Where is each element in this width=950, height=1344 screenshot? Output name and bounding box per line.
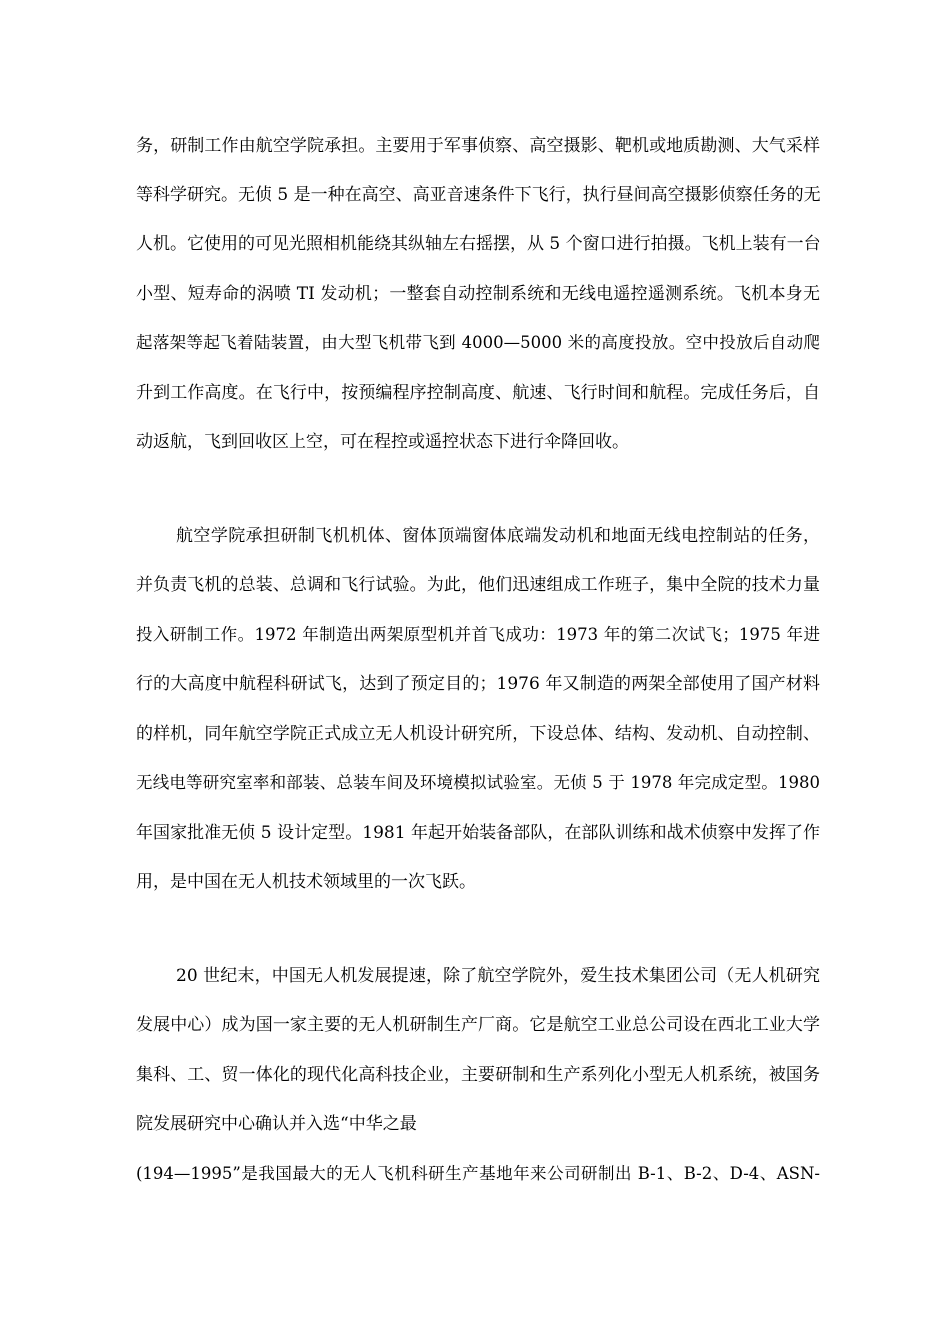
text-line: 航空学院承担研制飞机机体、窗体顶端窗体底端发动机和地面无线电控制站的任务， [176, 526, 820, 546]
text-line: 的样机，同年航空学院正式成立无人机设计研究所，下设总体、结构、发动机、自动控制、 [136, 724, 820, 744]
text-line: 务，研制工作由航空学院承担。主要用于军事侦察、高空摄影、靶机或地质勘测、大气采样 [136, 136, 820, 156]
text-line: 用，是中国在无人机技术领域里的一次飞跃。 [136, 872, 476, 892]
text-line: 集科、工、贸一体化的现代化高科技企业，主要研制和生产系列化小型无人机系统，被国务 [136, 1065, 820, 1085]
text-line: (194—1995”是我国最大的无人飞机科研生产基地年来公司研制出 B-1、B-2、D-4、ASN- [136, 1164, 820, 1183]
text-line: 院发展研究中心确认并入选“中华之最 [136, 1114, 417, 1134]
text-line: 发展中心）成为国一家主要的无人机研制生产厂商。它是航空工业总公司设在西北工业大学 [136, 1015, 820, 1035]
text-line: 升到工作高度。在飞行中，按预编程序控制高度、航速、飞行时间和航程。完成任务后，自 [136, 383, 820, 403]
text-line: 人机。它使用的可见光照相机能绕其纵轴左右摇摆，从 5 个窗口进行拍摄。飞机上装有一台 [136, 234, 821, 254]
text-line: 小型、短寿命的涡喷 TI 发动机；一整套自动控制系统和无线电遥控遥测系统。飞机本身无 [136, 284, 820, 304]
text-line: 年国家批准无侦 5 设计定型。1981 年起开始装备部队，在部队训练和战术侦察中发挥了作 [136, 823, 820, 843]
text-line: 投入研制工作。1972 年制造出两架原型机并首飞成功：1973 年的第二次试飞；1975 年进 [136, 625, 820, 644]
text-line: 无线电等研究室率和部装、总装车间及环境模拟试验室。无侦 5 于 1978 年完成定型。1980 [136, 773, 820, 792]
text-line: 20 世纪末，中国无人机发展提速，除了航空学院外，爱生技术集团公司（无人机研究 [176, 966, 820, 986]
text-line: 并负责飞机的总装、总调和飞行试验。为此，他们迅速组成工作班子，集中全院的技术力量 [136, 575, 820, 595]
text-line: 起落架等起飞着陆装置，由大型飞机带飞到 4000—5000 米的高度投放。空中投放后自动爬 [136, 333, 820, 352]
text-line: 动返航，飞到回收区上空，可在程控或遥控状态下进行伞降回收。 [136, 432, 629, 452]
text-line: 等科学研究。无侦 5 是一种在高空、高亚音速条件下飞行，执行昼间高空摄影侦察任务的无 [136, 185, 821, 205]
text-line: 行的大高度中航程科研试飞，达到了预定目的；1976 年又制造的两架全部使用了国产材料 [136, 674, 820, 694]
